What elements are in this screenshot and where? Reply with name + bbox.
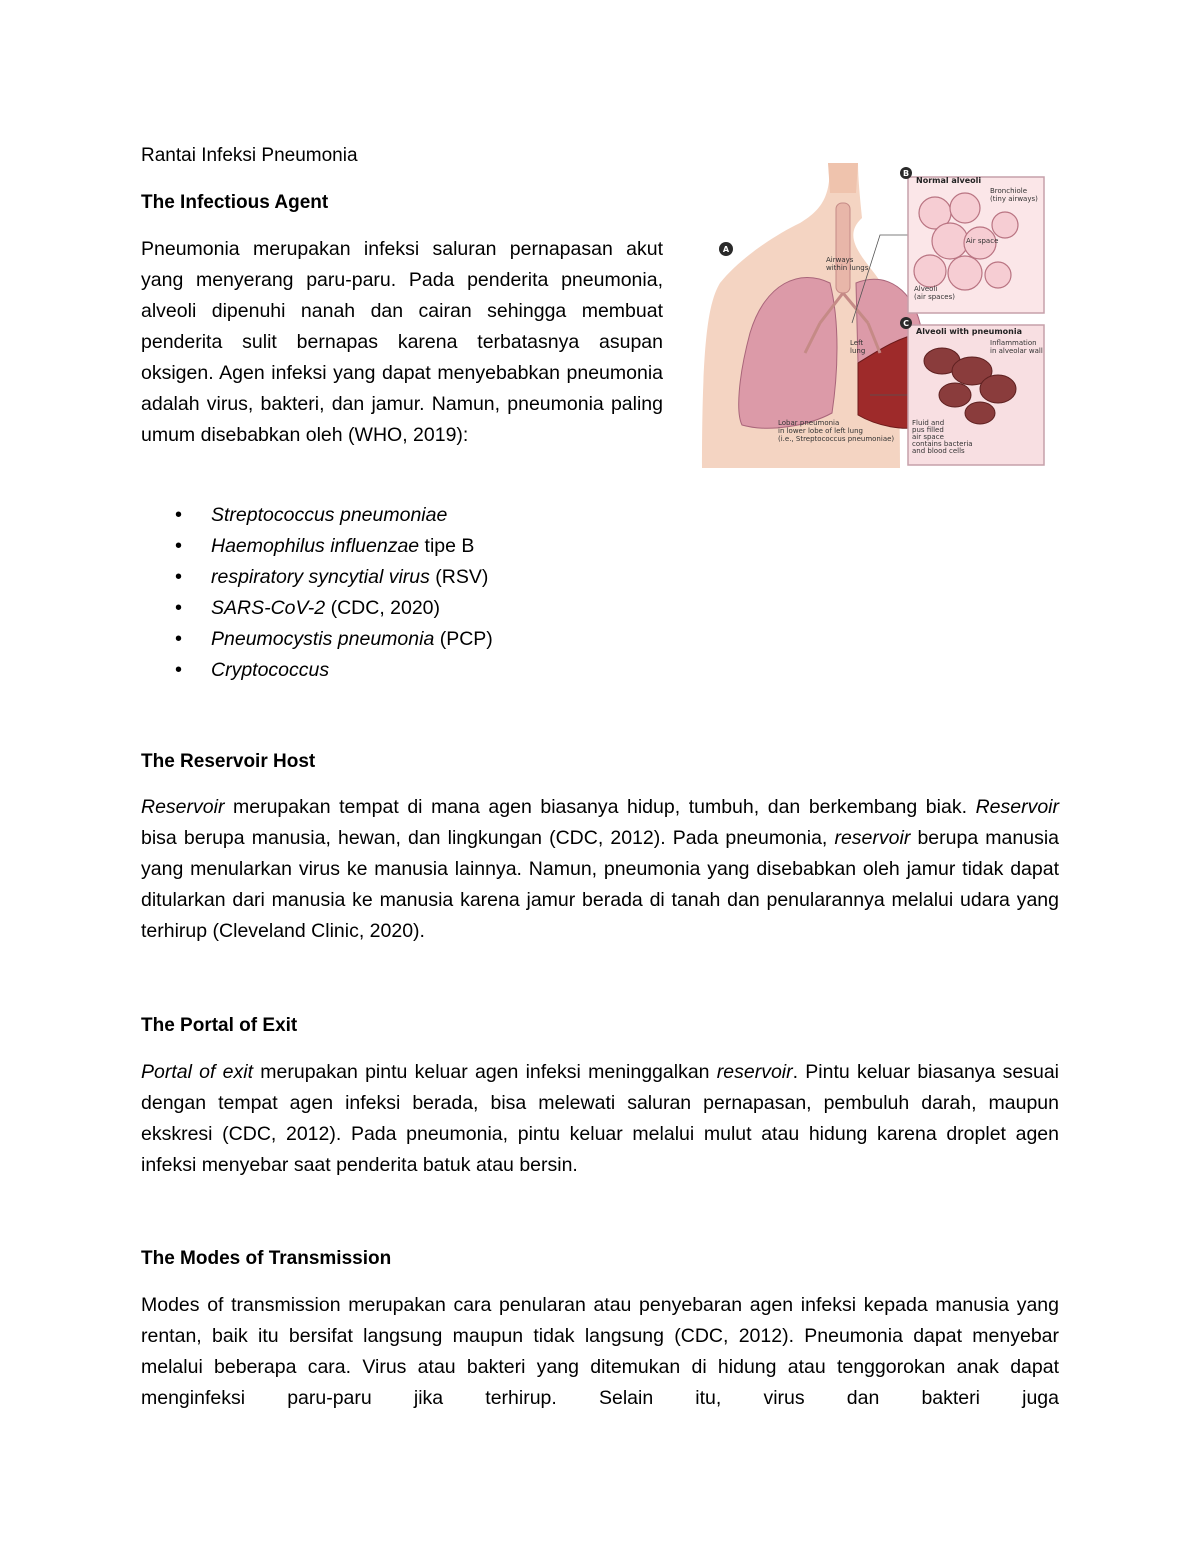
paragraph-infectious-agent: Pneumonia merupakan infeksi saluran pernapasan akut yang menyerang paru-paru. Pada penderita pneumonia, alveoli dipenuhi nanah dan cairan sehingga membuat penderita sulit bernapas karena terbatasnya asupan oksigen. Agen infeksi yang dapat menyebabkan pneumonia adalah virus, bakteri, dan jamur. Namun, pneumonia paling umum disebabkan oleh (WHO, 2019): bbox=[141, 238, 663, 446]
list-item: • Streptococcus pneumoniae bbox=[175, 500, 493, 531]
svg-text:Air space: Air space bbox=[966, 237, 999, 245]
svg-text:A: A bbox=[722, 245, 730, 254]
svg-text:air space: air space bbox=[912, 433, 944, 441]
heading-modes-of-transmission: The Modes of Transmission bbox=[141, 1248, 392, 1269]
svg-text:in alveolar wall: in alveolar wall bbox=[990, 347, 1043, 355]
svg-text:lung: lung bbox=[850, 347, 866, 355]
svg-text:(air spaces): (air spaces) bbox=[914, 293, 955, 301]
svg-text:Inflammation: Inflammation bbox=[990, 339, 1037, 347]
svg-text:Bronchiole: Bronchiole bbox=[990, 187, 1028, 195]
document-title: Rantai Infeksi Pneumonia bbox=[141, 145, 358, 166]
svg-text:(i.e., Streptococcus pneumonia: (i.e., Streptococcus pneumoniae) bbox=[778, 435, 895, 443]
svg-text:pus filled: pus filled bbox=[912, 426, 944, 434]
svg-text:(tiny airways): (tiny airways) bbox=[990, 195, 1038, 203]
svg-text:C: C bbox=[903, 319, 909, 328]
list-item: • Cryptococcus bbox=[175, 655, 493, 686]
svg-text:Alveoli with pneumonia: Alveoli with pneumonia bbox=[916, 327, 1022, 336]
svg-text:Left: Left bbox=[850, 339, 864, 347]
svg-text:Lobar pneumonia: Lobar pneumonia bbox=[778, 419, 840, 427]
list-item: • SARS-CoV-2 (CDC, 2020) bbox=[175, 593, 493, 624]
list-item: • respiratory syncytial virus (RSV) bbox=[175, 562, 493, 593]
paragraph-reservoir-host: Reservoir merupakan tempat di mana agen biasanya hidup, tumbuh, dan berkembang biak. Reservoir bisa berupa manusia, hewan, dan lingkungan (CDC, 2012). Pada pneumonia, reservoir berupa manusia yang menularkan virus ke manusia lainnya. Namun, pneumonia yang disebabkan oleh jamur tidak dapat ditularkan dari manusia ke manusia karena jamur berada di tanah dan penularannya melalui udara yang terhirup (Cleveland Clinic, 2020). bbox=[141, 796, 1059, 942]
agent-list bbox=[175, 500, 493, 686]
heading-reservoir-host: The Reservoir Host bbox=[141, 751, 316, 772]
svg-text:within lungs: within lungs bbox=[826, 264, 869, 272]
list-item: • Haemophilus influenzae tipe B bbox=[175, 531, 493, 562]
svg-text:Airways: Airways bbox=[826, 256, 854, 264]
svg-text:B: B bbox=[902, 169, 910, 178]
svg-text:Fluid and: Fluid and bbox=[912, 419, 945, 427]
heading-portal-of-exit: The Portal of Exit bbox=[141, 1015, 298, 1036]
svg-text:Alveoli: Alveoli bbox=[914, 285, 938, 293]
heading-infectious-agent: The Infectious Agent bbox=[141, 192, 329, 213]
pneumonia-lung-illustration bbox=[680, 163, 1046, 468]
svg-text:contains bacteria: contains bacteria bbox=[912, 440, 973, 448]
list-item: • Pneumocystis pneumonia (PCP) bbox=[175, 624, 493, 655]
paragraph-portal-of-exit: Portal of exit merupakan pintu keluar agen infeksi meninggalkan reservoir. Pintu keluar biasanya sesuai dengan tempat agen infeksi berada, bisa melewati saluran pernapasan, pembuluh darah, maupun ekskresi (CDC, 2012). Pada pneumonia, pintu keluar melalui mulut atau hidung karena droplet agen infeksi menyebar saat penderita batuk atau bersin. bbox=[141, 1061, 1059, 1176]
svg-text:Normal alveoli: Normal alveoli bbox=[916, 176, 982, 185]
paragraph-modes-of-transmission: Modes of transmission merupakan cara penularan atau penyebaran agen infeksi kepada manusia yang rentan, baik itu bersifat langsung maupun tidak langsung (CDC, 2012). Pneumonia dapat menyebar melalui beberapa cara. Virus atau bakteri yang ditemukan di hidung atau tenggorokan anak dapat menginfeksi paru-paru jika terhirup. Selain itu, virus dan bakteri juga bbox=[141, 1294, 1059, 1409]
svg-text:in lower lobe of left lung: in lower lobe of left lung bbox=[778, 427, 863, 435]
svg-text:and blood cells: and blood cells bbox=[912, 447, 965, 455]
